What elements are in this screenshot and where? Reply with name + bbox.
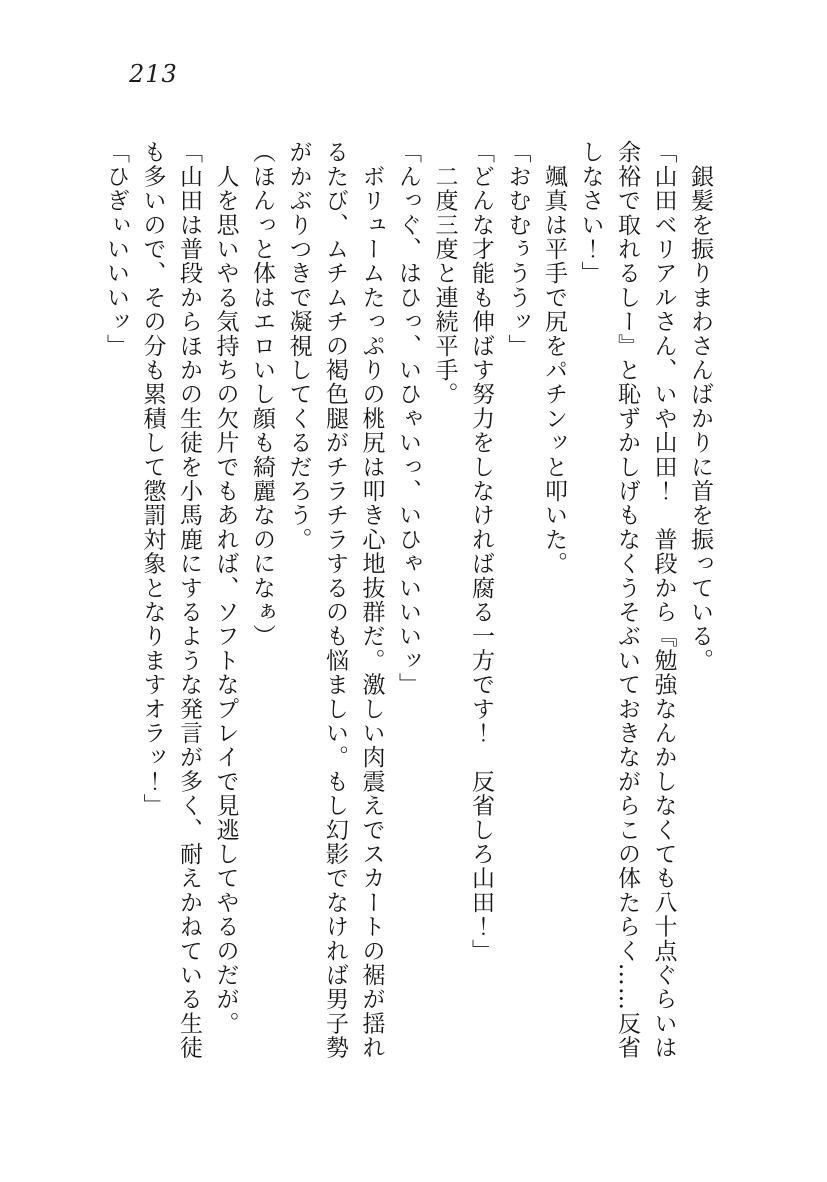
text-line: 「山田ベリアルさん、いや山田！ 普段から『勉強なんかしなくても八十点ぐらいは (650, 140, 677, 1060)
text-line: 二度三度と連続平手。 (431, 140, 458, 407)
text-line: 余裕で取れるしー』と恥ずかしげもなくうそぶいておきながらこの体たらく……反省 (614, 140, 640, 1060)
text-line: 颯真は平手で尻をパチンッと叩いた。 (541, 140, 567, 576)
text-line: 人を思いやる気持ちの欠片でもあれば、ソフトなプレイで見逃してやるのだが。 (212, 140, 239, 1036)
page-number: 213 (129, 60, 178, 88)
text-line: （ほんっと体はエロいし顔も綺麗なのになぁ） (249, 140, 275, 649)
text-line: 銀髪を振りまわさんばかりに首を振っている。 (687, 140, 713, 673)
text-line: がかぶりつきで凝視してくるだろう。 (285, 140, 312, 552)
text-line: しなさい！」 (577, 140, 604, 286)
text-line: ボリュームたっぷりの桃尻は叩き心地抜群だ。激しい肉震えでスカートの裾が揺れ (358, 140, 385, 1060)
text-line: るたび、ムチムチの褐色腿がチラチラするのも悩ましい。もし幻影でなければ男子勢 (322, 140, 348, 1060)
text-line: 「おむむぅううッ」 (504, 140, 531, 358)
text-area (98, 140, 719, 1072)
text-line: も多いので、その分も累積して懲罰対象となりますオラッ！」 (139, 140, 166, 818)
text-line: 「どんな才能も伸ばす努力をしなければ腐る一方です！ 反省しろ山田！」 (468, 140, 494, 963)
text-line: 「んっぐ、はひっ、いひゃいっ、いひゃいいいッ」 (395, 140, 421, 697)
text-line: 「ひぎぃいいいッ」 (103, 140, 129, 358)
text-line: 「山田は普段からほかの生徒を小馬鹿にするような発言が多く、耐えかねている生徒 (176, 140, 202, 1060)
